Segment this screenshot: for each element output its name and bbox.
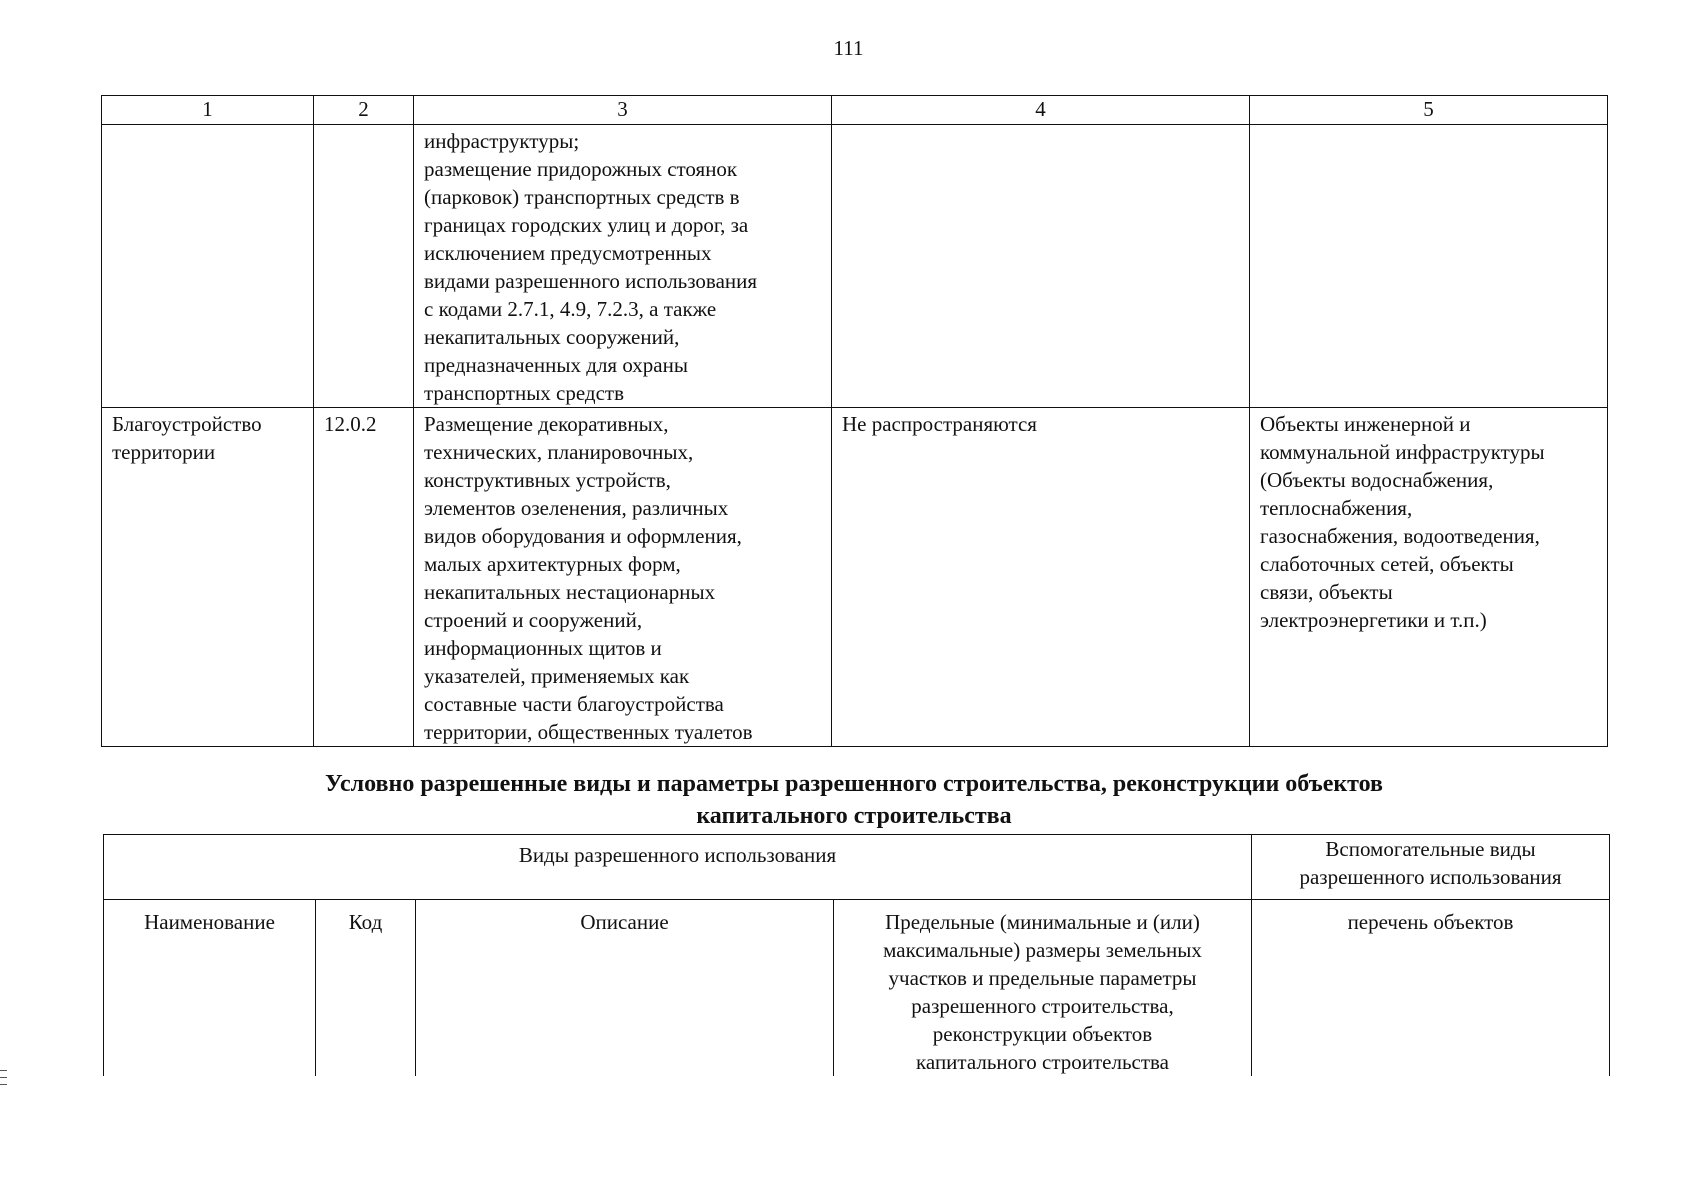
use-params-cell: Не распространяются [832, 408, 1250, 747]
use-code-cell [314, 125, 414, 408]
code-column-header: Код [316, 900, 416, 1077]
use-name-cell: Благоустройство территории [102, 408, 314, 747]
name-column-header: Наименование [104, 900, 316, 1077]
table-header-row [102, 96, 1608, 125]
table-row [102, 125, 1608, 408]
description-column-header: Описание [416, 900, 834, 1077]
column-number-2: 2 [314, 96, 414, 125]
use-name-cell [102, 125, 314, 408]
column-number-4: 4 [832, 96, 1250, 125]
column-number-1: 1 [102, 96, 314, 125]
auxiliary-use-cell: Объекты инженерной и коммунальной инфраструктуры (Объекты водоснабжения, теплоснабжения, газоснабжения, водоотведения, слаботочных сетей, объекты связи, объекты электроэнергетики и т.п.) [1250, 408, 1608, 747]
auxiliary-use-cell [1250, 125, 1608, 408]
use-code-cell: 12.0.2 [314, 408, 414, 747]
main-table [101, 95, 1608, 747]
params-column-header: Предельные (минимальные и (или) максимальные) размеры земельных участков и предельные параметры разрешенного строительства, реконструкции объектов капитального строительства [834, 900, 1252, 1077]
use-description-cell: инфраструктуры; размещение придорожных стоянок (парковок) транспортных средств в границах городских улиц и дорог, за исключением предусмотренных видами разрешенного использования с кодами 2.7.1, 4.9, 7.2.3, а также некапитальных сооружений, предназначенных для охраны транспортных средств [414, 125, 832, 408]
auxiliary-use-header: Вспомогательные виды разрешенного использования [1252, 835, 1610, 900]
scan-edge-marks [0, 1070, 7, 1091]
objects-list-column-header: перечень объектов [1252, 900, 1610, 1077]
use-description-cell: Размещение декоративных, технических, планировочных, конструктивных устройств, элементов озеленения, различных видов оборудования и оформления, малых архитектурных форм, некапитальных нестационарных строений и сооружений, информационных щитов и указателей, применяемых как составные части благоустройства территории, общественных туалетов [414, 408, 832, 747]
use-params-cell [832, 125, 1250, 408]
page-number: 111 [833, 36, 864, 60]
group-header-row [104, 835, 1610, 900]
permitted-use-group-header: Виды разрешенного использования [104, 835, 1252, 900]
column-number-3: 3 [414, 96, 832, 125]
column-number-5: 5 [1250, 96, 1608, 125]
section-title: Условно разрешенные виды и параметры разрешенного строительства, реконструкции объектов капитального строительства [324, 771, 1384, 829]
column-header-row [104, 900, 1610, 1077]
conditional-use-table [103, 834, 1610, 1076]
table-row [102, 408, 1608, 747]
